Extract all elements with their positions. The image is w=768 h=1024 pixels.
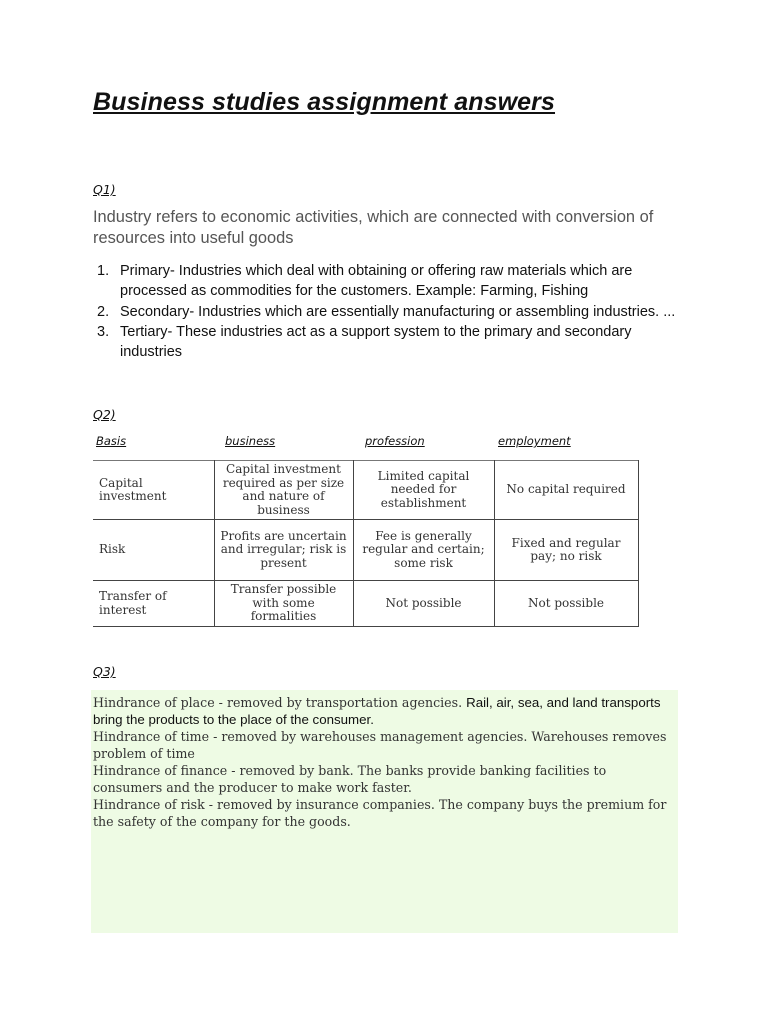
list-number: 1. (97, 263, 110, 279)
list-item (93, 261, 683, 302)
table-row (93, 520, 638, 581)
table-row (93, 581, 638, 627)
header-profession: profession (365, 434, 425, 448)
comparison-table (93, 460, 639, 627)
list-number: 2. (97, 303, 110, 320)
header-employment: employment (498, 434, 571, 448)
list-item (93, 322, 683, 363)
q3-label: Q3) (93, 664, 116, 679)
list-text: Secondary- Industries which are essentially manufacturing or assembling industries. ... (120, 303, 676, 320)
q3-answer-box (91, 690, 678, 933)
header-basis: Basis (96, 434, 127, 448)
hindrance-place-text: Hindrance of place - removed by transportation agencies. (93, 695, 463, 710)
cell-business: Profits are uncertain and irregular; risk is present (214, 520, 353, 581)
list-text: Tertiary- These industries act as a support system to the primary and secondary industries (120, 323, 632, 361)
q1-intro: Industry refers to economic activities, which are connected with conversion of resources into useful goods (93, 208, 654, 247)
cell-profession: Limited capital needed for establishment (353, 461, 494, 520)
cell-employment: No capital required (494, 461, 638, 520)
q2-label: Q2) (93, 407, 116, 422)
header-business: business (225, 434, 276, 448)
cell-employment: Fixed and regular pay; no risk (494, 520, 638, 581)
list-number: 3. (97, 323, 110, 340)
cell-basis: Capital investment (93, 461, 214, 520)
cell-business: Capital investment required as per size and nature of business (214, 461, 353, 520)
list-item (93, 302, 683, 322)
document-title: Business studies assignment answers (93, 88, 556, 116)
hindrance-risk: Hindrance of risk - removed by insurance companies. The company buys the premium for the safety of the company for the goods. (93, 797, 667, 829)
comparison-header-row (93, 434, 638, 450)
industry-types-list (93, 261, 683, 362)
cell-profession: Fee is generally regular and certain; some risk (353, 520, 494, 581)
table-row (93, 461, 638, 520)
hindrance-place (93, 694, 672, 728)
list-text: Primary- Industries which deal with obtaining or offering raw materials which are processed as commodities for the customers. Example: Farming, Fishing (120, 263, 633, 300)
q1-label: Q1) (93, 182, 116, 197)
cell-profession: Not possible (353, 581, 494, 627)
cell-employment: Not possible (494, 581, 638, 627)
hindrance-place-extra: Rail, air, sea, and land transports bring the products to the place of the consumer. (93, 695, 661, 727)
hindrance-time: Hindrance of time - removed by warehouses management agencies. Warehouses removes problem of time (93, 729, 667, 761)
cell-basis: Risk (93, 520, 214, 581)
hindrance-finance: Hindrance of finance - removed by bank. The banks provide banking facilities to consumers and the producer to make work faster. (93, 763, 607, 795)
cell-business: Transfer possible with some formalities (214, 581, 353, 627)
cell-basis: Transfer of interest (93, 581, 214, 627)
